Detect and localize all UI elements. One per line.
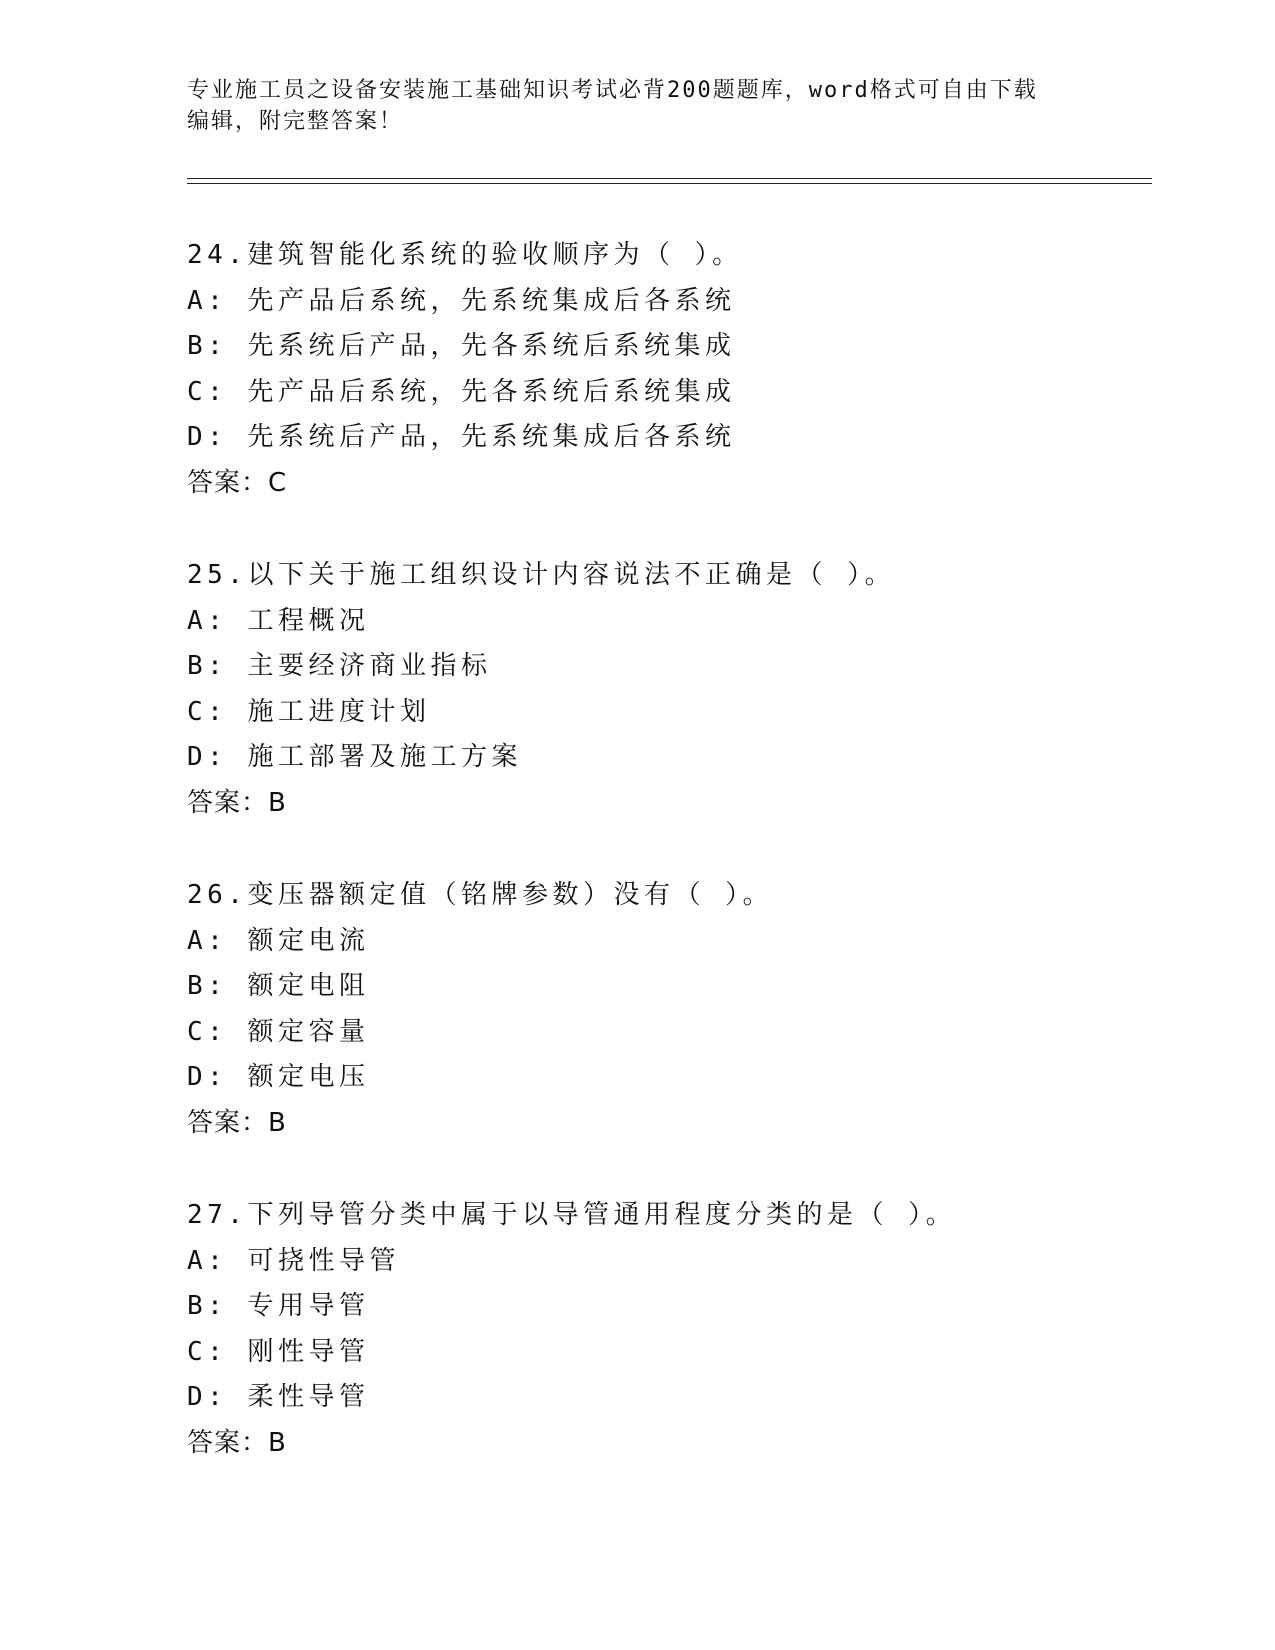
option-d: D: 施工部署及施工方案 bbox=[187, 742, 522, 772]
option-a: A: 额定电流 bbox=[187, 925, 370, 956]
option-b: B: 专用导管 bbox=[187, 1291, 370, 1321]
answer-line: 答案：B bbox=[187, 1107, 287, 1138]
option-d: D: 先系统后产品，先系统集成后各系统 bbox=[187, 422, 736, 452]
header-line-1: 专业施工员之设备安装施工基础知识考试必背200题题库，word格式可自由下载 bbox=[187, 78, 1038, 103]
option-a: A: 工程概况 bbox=[187, 605, 370, 636]
question-stem: 24.建筑智能化系统的验收顺序为（ ）。 bbox=[187, 240, 743, 270]
option-b: B: 额定电阻 bbox=[187, 971, 370, 1001]
question-stem: 25.以下关于施工组织设计内容说法不正确是（ ）。 bbox=[187, 560, 896, 590]
question-25 bbox=[187, 553, 1147, 826]
option-d: D: 柔性导管 bbox=[187, 1382, 370, 1412]
document-header bbox=[187, 75, 1087, 137]
option-c: C: 先产品后系统，先各系统后系统集成 bbox=[187, 376, 736, 407]
option-c: C: 施工进度计划 bbox=[187, 696, 431, 727]
option-c: C: 刚性导管 bbox=[187, 1336, 370, 1367]
option-a: A: 可挠性导管 bbox=[187, 1245, 400, 1276]
question-27 bbox=[187, 1193, 1147, 1466]
header-line-2: 编辑，附完整答案！ bbox=[187, 109, 404, 134]
question-stem: 27.下列导管分类中属于以导管通用程度分类的是（ ）。 bbox=[187, 1200, 957, 1230]
option-b: B: 先系统后产品，先各系统后系统集成 bbox=[187, 331, 736, 361]
question-26 bbox=[187, 873, 1147, 1146]
option-a: A: 先产品后系统，先系统集成后各系统 bbox=[187, 285, 736, 316]
question-stem: 26.变压器额定值（铭牌参数）没有（ ）。 bbox=[187, 880, 774, 910]
option-c: C: 额定容量 bbox=[187, 1016, 370, 1047]
option-d: D: 额定电压 bbox=[187, 1062, 370, 1092]
header-divider-top bbox=[187, 178, 1152, 179]
answer-line: 答案：B bbox=[187, 787, 287, 818]
option-b: B: 主要经济商业指标 bbox=[187, 651, 492, 681]
answer-line: 答案：B bbox=[187, 1427, 287, 1458]
answer-line: 答案：C bbox=[187, 467, 288, 498]
header-divider-bottom bbox=[187, 183, 1152, 184]
question-24 bbox=[187, 233, 1147, 506]
